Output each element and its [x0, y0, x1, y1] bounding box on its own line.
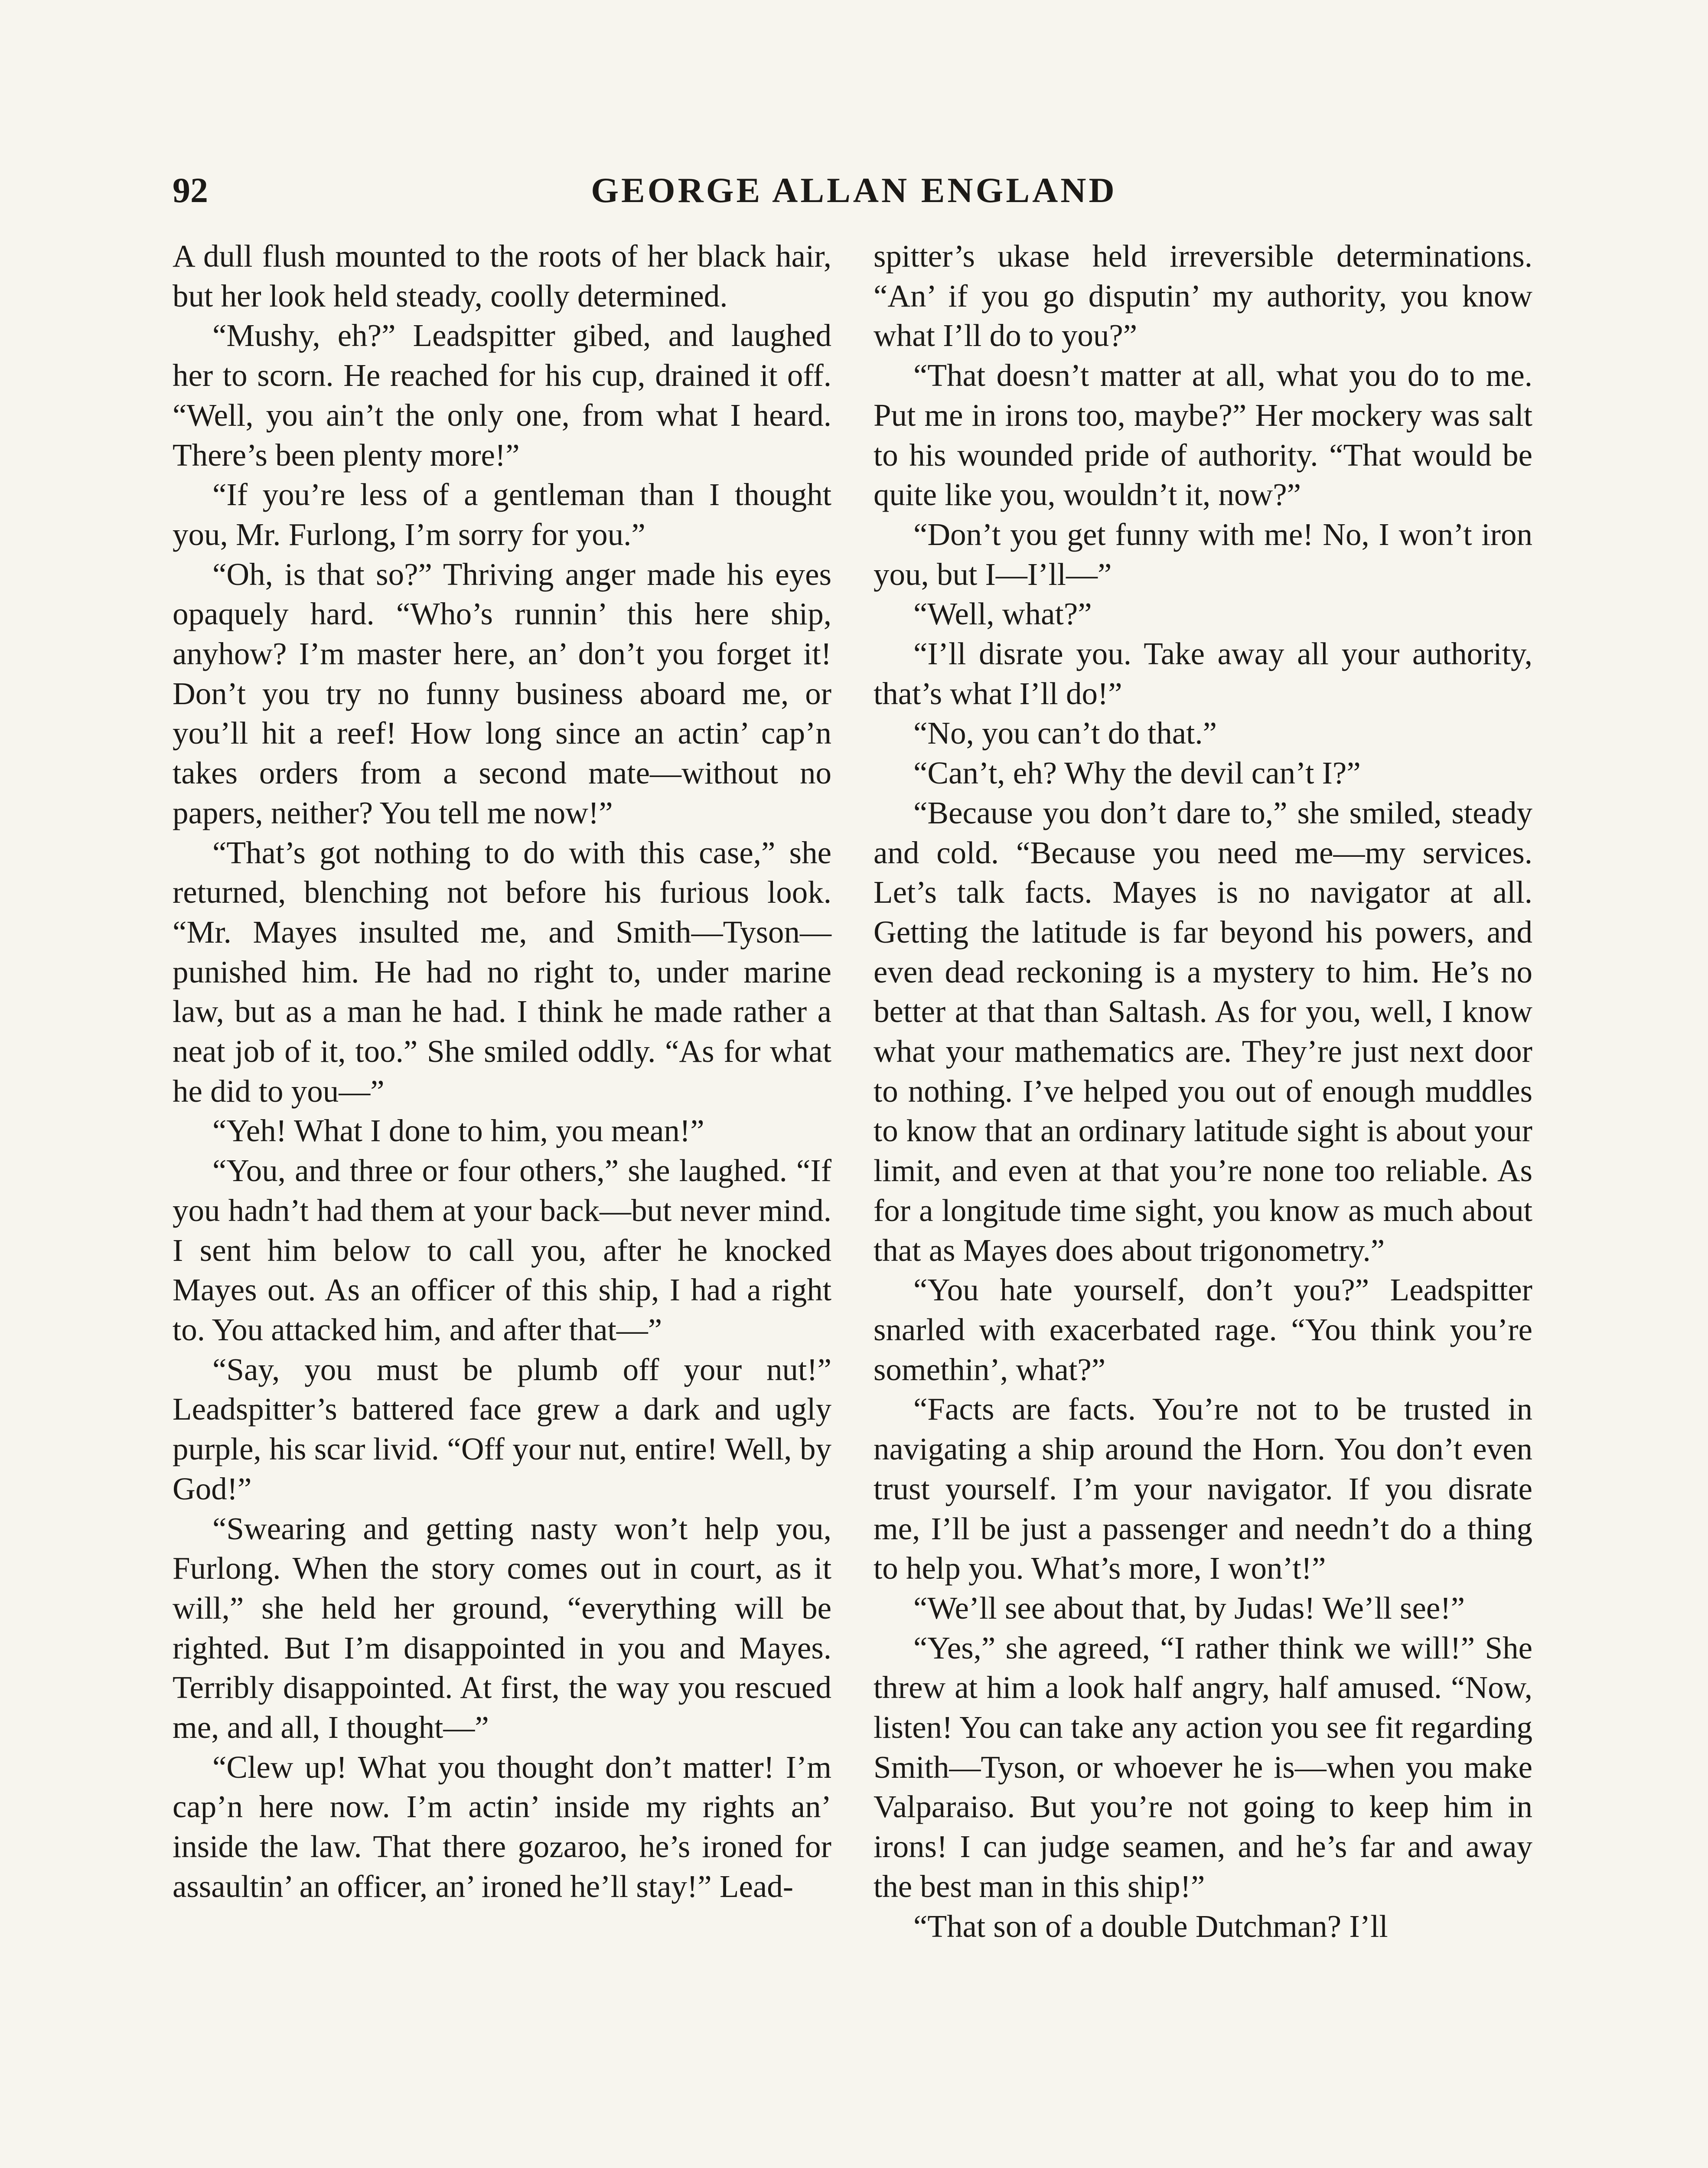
- paragraph: “Because you don’t dare to,” she smiled, steady and cold. “Because you need me—my services. Let’s talk facts. Mayes is no navigator at all. Getting the latitude is far beyond his powers, and even dead reckoning is a mystery to him. He’s no better at that than Saltash. As for you, well, I know what your mathematics are. They’re just next door to nothing. I’ve helped you out of enough muddles to know that an ordinary latitude sight is about your limit, and even at that you’re none too reliable. As for a longitude time sight, you know as much about that as Mayes does about trigonometry.”: [874, 795, 1532, 1268]
- paragraph: “Well, what?”: [913, 596, 1092, 632]
- paragraph: “You hate yourself, don’t you?” Leadspitter snarled with exacerbated rage. “You think you’re somethin’, what?”: [874, 1272, 1532, 1387]
- paragraph: “Yeh! What I done to him, you mean!”: [212, 1113, 704, 1149]
- paragraph: “That son of a double Dutchman? I’ll: [913, 1908, 1388, 1944]
- paragraph: “Say, you must be plumb off your nut!” Leadspitter’s battered face grew a dark and ugly purple, his scar livid. “Off your nut, entire! Well, by God!”: [173, 1352, 831, 1506]
- left-column: [173, 236, 831, 1907]
- paragraph: “Swearing and getting nasty won’t help you, Furlong. When the story comes out in court, as it will,” she held her ground, “everything will be righted. But I’m disappointed in you and Mayes. Terribly disappointed. At first, the way you rescued me, and all, I thought—”: [173, 1511, 831, 1745]
- paragraph: “We’ll see about that, by Judas! We’ll see!”: [913, 1590, 1465, 1626]
- paragraph: “No, you can’t do that.”: [913, 715, 1217, 751]
- paragraph: “Don’t you get funny with me! No, I won’t iron you, but I—I’ll—”: [874, 516, 1532, 592]
- paragraph: “I’ll disrate you. Take away all your authority, that’s what I’ll do!”: [874, 636, 1532, 711]
- right-column: [874, 236, 1532, 1946]
- paragraph: “That’s got nothing to do with this case,” she returned, blenching not before his furious look. “Mr. Mayes insulted me, and Smith—Tyson—punished him. He had no right to, under marine law, but as a man he had. I think he made rather a neat job of it, too.” She smiled oddly. “As for what he did to you—”: [173, 835, 831, 1109]
- paragraph: A dull flush mounted to the roots of her black hair, but her look held steady, coolly determined.: [173, 238, 831, 313]
- paragraph: “Clew up! What you thought don’t matter! I’m cap’n here now. I’m actin’ inside my rights an’ inside the law. That there gozaroo, he’s ironed for assaultin’ an officer, an’ ironed he’ll stay!” Lead-: [173, 1749, 831, 1904]
- paragraph: “You, and three or four others,” she laughed. “If you hadn’t had them at your back—but never mind. I sent him below to call you, after he knocked Mayes out. As an officer of this ship, I had a right to. You attacked him, and after that—”: [173, 1153, 831, 1347]
- paragraph: “Mushy, eh?” Leadspitter gibed, and laughed her to scorn. He reached for his cup, drained it off. “Well, you ain’t the only one, from what I heard. There’s been plenty more!”: [173, 318, 831, 473]
- page-number: 92: [173, 170, 208, 210]
- paragraph: “Facts are facts. You’re not to be trusted in navigating a ship around the Horn. You don’t even trust yourself. I’m your navigator. If you disrate me, I’ll be just a passenger and needn’t do a thing to help you. What’s more, I won’t!”: [874, 1391, 1532, 1586]
- paragraph: “Can’t, eh? Why the devil can’t I?”: [913, 755, 1361, 791]
- running-head: GEORGE ALLAN ENGLAND: [591, 170, 1117, 210]
- paragraph: spitter’s ukase held irreversible determinations. “An’ if you go disputin’ my authority, you know what I’ll do to you?”: [874, 238, 1532, 353]
- paragraph: “If you’re less of a gentleman than I thought you, Mr. Furlong, I’m sorry for you.”: [173, 477, 831, 552]
- paragraph: “Oh, is that so?” Thriving anger made his eyes opaquely hard. “Who’s runnin’ this here ship, anyhow? I’m master here, an’ don’t you forget it! Don’t you try no funny business aboard me, or you’ll hit a reef! How long since an actin’ cap’n takes orders from a second mate—without no papers, neither? You tell me now!”: [173, 556, 831, 830]
- paragraph: “Yes,” she agreed, “I rather think we will!” She threw at him a look half angry, half amused. “Now, listen! You can take any action you see fit regarding Smith—Tyson, or whoever he is—when you make Valparaiso. But you’re not going to keep him in irons! I can judge seamen, and he’s far and away the best man in this ship!”: [874, 1630, 1532, 1904]
- paragraph: “That doesn’t matter at all, what you do to me. Put me in irons too, maybe?” Her mockery was salt to his wounded pride of authority. “That would be quite like you, wouldn’t it, now?”: [874, 358, 1532, 513]
